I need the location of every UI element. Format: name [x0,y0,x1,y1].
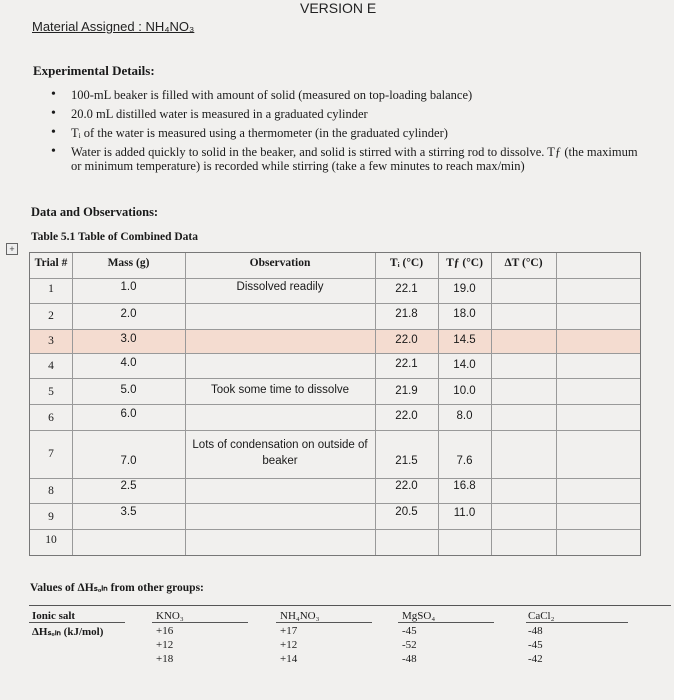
cell-trial: 6 [48,412,54,424]
cell-observation: Lots of condensation on outside of beaker [192,439,368,467]
cell-trial: 2 [48,310,54,322]
cell-ti: 22.1 [395,358,418,370]
cell-tf: 8.0 [456,410,473,422]
cell-mass: 5.0 [120,384,137,396]
cell-ti: 21.5 [395,455,418,467]
cell-tf: 14.5 [453,334,476,346]
header-delta-t: ΔT (°C) [504,257,543,269]
salt-value: -48 [402,653,417,665]
experimental-title: Experimental Details: [33,63,155,78]
experimental-list [53,88,641,178]
combined-data-table [29,252,641,556]
cell-trial: 9 [48,511,54,523]
label-ionic-salt: Ionic salt [32,610,76,622]
header-observation: Observation [249,257,311,269]
cell-trial: 7 [48,448,54,460]
cell-trial: 10 [45,534,57,546]
salt-value: +18 [156,653,174,665]
salt-value: -42 [528,653,543,665]
cell-mass: 3.0 [120,333,137,345]
cell-tf: 11.0 [453,507,476,519]
cell-tf: 16.8 [453,480,476,492]
salt-value: -45 [528,639,543,651]
cell-mass: 4.0 [120,357,137,369]
cell-ti: 22.0 [395,334,418,346]
cell-trial: 8 [48,485,54,497]
salt-value: +14 [280,653,298,665]
salt-name-nh4no3: NH₄NO₃ [280,610,320,622]
salt-value: +12 [156,639,174,651]
cell-trial: 4 [48,360,54,372]
salt-name-cacl2: CaCl₂ [528,610,555,622]
cell-ti: 21.8 [395,308,418,320]
header-mass: Mass (g) [107,257,150,269]
cell-observation: Dissolved readily [236,281,324,293]
groups-title: Values of ΔHₛₒₗₙ from other groups: [30,582,204,594]
header-tf: Tƒ (°C) [446,257,483,269]
cell-ti: 20.5 [395,506,418,518]
cell-mass: 3.5 [120,506,137,518]
salt-name-mgso4: MgSO₄ [402,610,436,622]
salt-value: +16 [156,625,174,637]
cell-mass: 2.0 [120,308,137,320]
salt-value: -45 [402,625,417,637]
cell-trial: 3 [48,335,54,347]
cell-ti: 22.1 [395,283,418,295]
cell-tf: 19.0 [453,283,476,295]
cell-mass: 6.0 [120,408,137,420]
groups-table [29,605,671,677]
cell-mass: 1.0 [120,281,137,293]
list-item: • 100-mL beaker is filled with amount of solid (measured on top-loading balance) [53,88,641,102]
cell-trial: 5 [48,386,54,398]
cell-trial: 1 [48,283,54,295]
list-item: • 20.0 mL distilled water is measured in a graduated cylinder [53,107,641,121]
header-ti: Tᵢ (°C) [389,257,424,269]
salt-value: +12 [280,639,298,651]
label-delta-h: ΔHₛₒₗₙ (kJ/mol) [32,626,104,638]
salt-value: -52 [402,639,417,651]
salt-name-kno3: KNO₃ [156,610,184,622]
cell-ti: 22.0 [395,410,418,422]
table-title: Table 5.1 Table of Combined Data [31,231,198,243]
cell-observation: Took some time to dissolve [210,384,350,396]
cell-mass: 2.5 [120,480,137,492]
list-item: • Water is added quickly to solid in the beaker, and solid is stirred with a stirring rod to dissolve. Tƒ (the maximum or minimum temperature) is recorded while stirring (take a few minutes to reach max/min) [53,145,641,173]
cell-tf: 10.0 [453,385,476,397]
cell-tf: 14.0 [453,359,476,371]
cell-mass: 7.0 [120,455,137,467]
cell-ti: 22.0 [395,480,418,492]
table-move-handle-icon[interactable]: + [6,243,18,255]
cell-ti: 21.9 [395,385,418,397]
list-item: • Tᵢ of the water is measured using a thermometer (in the graduated cylinder) [53,126,641,140]
material-assigned: Material Assigned : NH₄NO₃ [32,19,195,34]
cell-tf: 7.6 [456,455,473,467]
cell-tf: 18.0 [453,308,476,320]
data-title: Data and Observations: [31,205,159,219]
version-label: VERSION E [300,0,377,16]
salt-value: +17 [280,625,298,637]
header-trial: Trial # [34,257,68,269]
salt-value: -48 [528,625,543,637]
